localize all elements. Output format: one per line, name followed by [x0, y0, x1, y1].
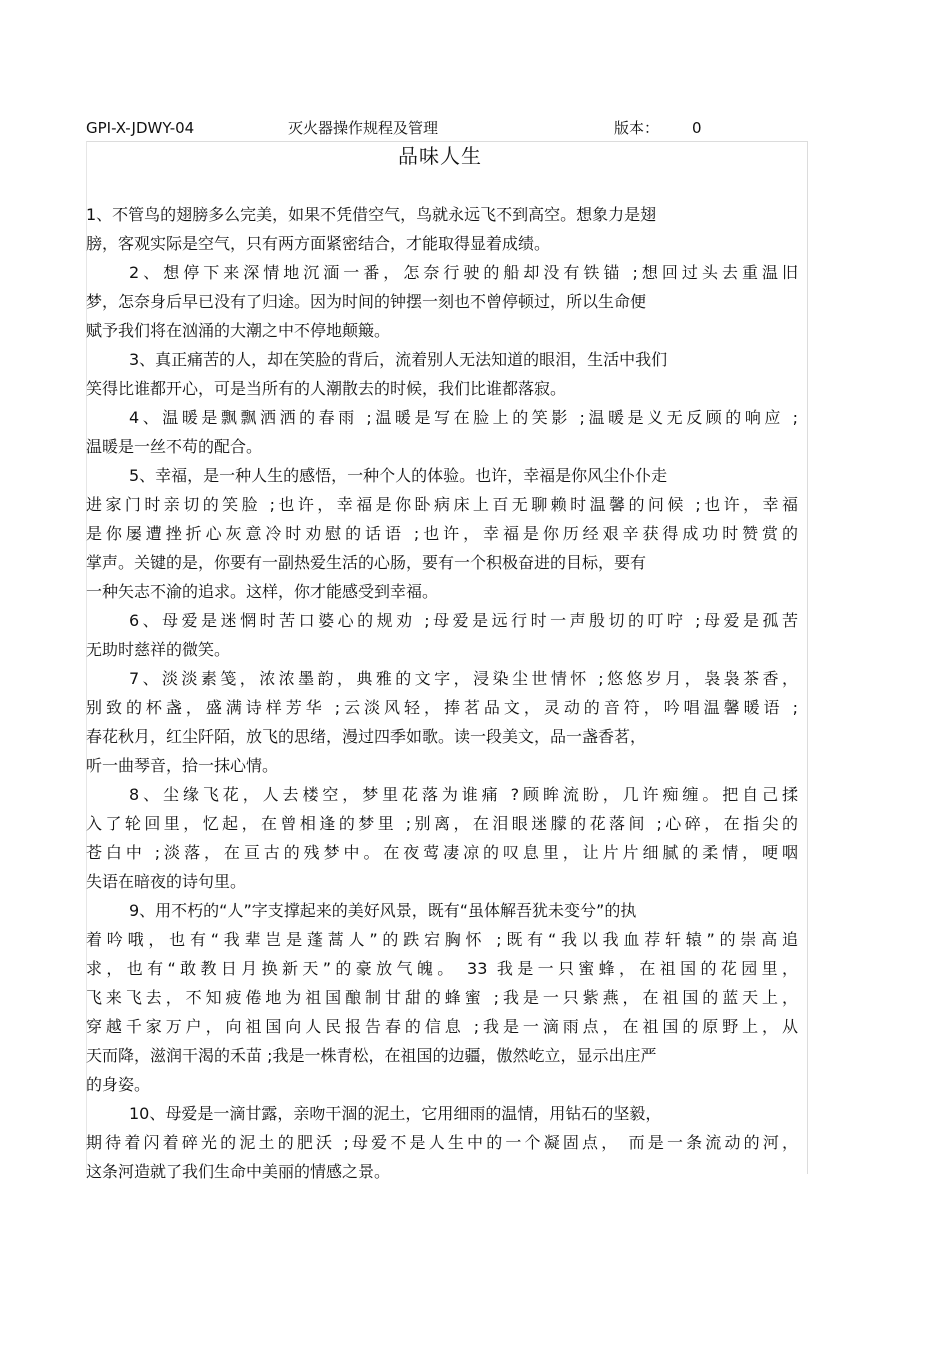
body-text-line: 膀，客观实际是空气，只有两方面紧密结合，才能取得显着成绩。 [86, 234, 551, 253]
body-text-line: 3、真正痛苦的人，却在笑脸的背后，流着别人无法知道的眼泪，生活中我们 [129, 350, 668, 369]
body-text-line: 飞来飞去，不知疲倦地为祖国酿制甘甜的蜂蜜 ;我是一只紫燕，在祖国的蓝天上， [86, 988, 798, 1007]
body-text-line: 的身姿。 [86, 1075, 151, 1094]
body-text-line: 7、淡淡素笺，浓浓墨韵，典雅的文字，浸染尘世情怀 ;悠悠岁月，袅袅茶香， [129, 669, 798, 688]
body-text-line: 温暖是一丝不苟的配合。 [86, 437, 263, 456]
body-text-line: 10、母爱是一滴甘露，亲吻干涸的泥土，它用细雨的温情，用钻石的坚毅， [129, 1104, 662, 1123]
body-text-line: 9、用不朽的“人”字支撑起来的美好风景，既有“虽体解吾犹未变兮”的执 [129, 901, 637, 920]
body-text-line: 穿越千家万户，向祖国向人民报告春的信息 ;我是一滴雨点，在祖国的原野上，从 [86, 1017, 798, 1036]
body-text-line: 进家门时亲切的笑脸 ;也许，幸福是你卧病床上百无聊赖时温馨的问候 ;也许，幸福 [86, 495, 798, 514]
body-text-line: 这条河造就了我们生命中美丽的情感之景。 [86, 1162, 391, 1181]
body-text-line: 赋予我们将在汹涌的大潮之中不停地颠簸。 [86, 321, 391, 340]
body-text-line: 4、温暖是飘飘洒洒的春雨 ;温暖是写在脸上的笑影 ;温暖是义无反顾的响应 ; [129, 408, 798, 427]
version-value: 0 [692, 119, 702, 137]
body-text-line: 无助时慈祥的微笑。 [86, 640, 231, 659]
body-text-line: 入了轮回里，忆起，在曾相逢的梦里 ;别离，在泪眼迷朦的花落间 ;心碎，在指尖的 [86, 814, 798, 833]
body-text-line: 苍白中 ;淡落，在亘古的残梦中。在夜莺凄凉的叹息里，让片片细腻的柔情，哽咽 [86, 843, 798, 862]
body-text-line: 5、幸福，是一种人生的感悟，一种个人的体验。也许，幸福是你风尘仆仆走 [129, 466, 668, 485]
body-text-line: 天而降，滋润干渴的禾苗 ;我是一株青松，在祖国的边疆，傲然屹立，显示出庄严 [86, 1046, 657, 1065]
body-text-line: 春花秋月，红尘阡陌，放飞的思绪，漫过四季如歌。读一段美文，品一盏香茗， [86, 727, 647, 746]
body-text-line: 失语在暗夜的诗句里。 [86, 872, 247, 891]
body-text-line: 听一曲琴音，拾一抹心情。 [86, 756, 279, 775]
version-label: 版本： [614, 119, 660, 137]
procedure-title: 灭火器操作规程及管理 [288, 119, 439, 137]
page-title: 品味人生 [398, 144, 482, 168]
body-text-line: 求，也有“敢教日月换新天”的豪放气魄。 33 我是一只蜜蜂，在祖国的花园里， [86, 959, 798, 978]
body-text-line: 6、母爱是迷惘时苦口婆心的规劝 ;母爱是远行时一声殷切的叮咛 ;母爱是孤苦 [129, 611, 798, 630]
body-text-line: 掌声。关键的是，你要有一副热爱生活的心肠，要有一个积极奋进的目标，要有 [86, 553, 647, 572]
body-text-line: 是你屡遭挫折心灰意冷时劝慰的话语 ;也许，幸福是你历经艰辛获得成功时赞赏的 [86, 524, 798, 543]
body-text-line: 别致的杯盏，盛满诗样芳华 ;云淡风轻，捧茗品文，灵动的音符，吟唱温馨暖语 ; [86, 698, 798, 717]
document-header [86, 117, 806, 139]
body-text-line: 8、尘缘飞花，人去楼空，梦里花落为谁痛 ?顾眸流盼，几许痴缠。把自己揉 [129, 785, 798, 804]
document-body [86, 200, 798, 1186]
document-code: GPI-X-JDWY-04 [86, 119, 195, 137]
body-text-line: 笑得比谁都开心，可是当所有的人潮散去的时候，我们比谁都落寂。 [86, 379, 567, 398]
body-text-line: 1、不管鸟的翅膀多么完美，如果不凭借空气，鸟就永远飞不到高空。想象力是翅 [86, 205, 657, 224]
body-text-line: 梦，怎奈身后早已没有了归途。因为时间的钟摆一刻也不曾停顿过，所以生命便 [86, 292, 647, 311]
body-text-line: 着吟哦，也有“我辈岂是蓬蒿人”的跌宕胸怀 ;既有“我以我血荐轩辕”的崇高追 [86, 930, 798, 949]
body-text-line: 期待着闪着碎光的泥土的肥沃 ;母爱不是人生中的一个凝固点， 而是一条流动的河， [86, 1133, 798, 1152]
body-text-line: 2、想停下来深情地沉湎一番，怎奈行驶的船却没有铁锚 ;想回过头去重温旧 [129, 263, 798, 282]
body-text-line: 一种矢志不渝的追求。这样，你才能感受到幸福。 [86, 582, 439, 601]
